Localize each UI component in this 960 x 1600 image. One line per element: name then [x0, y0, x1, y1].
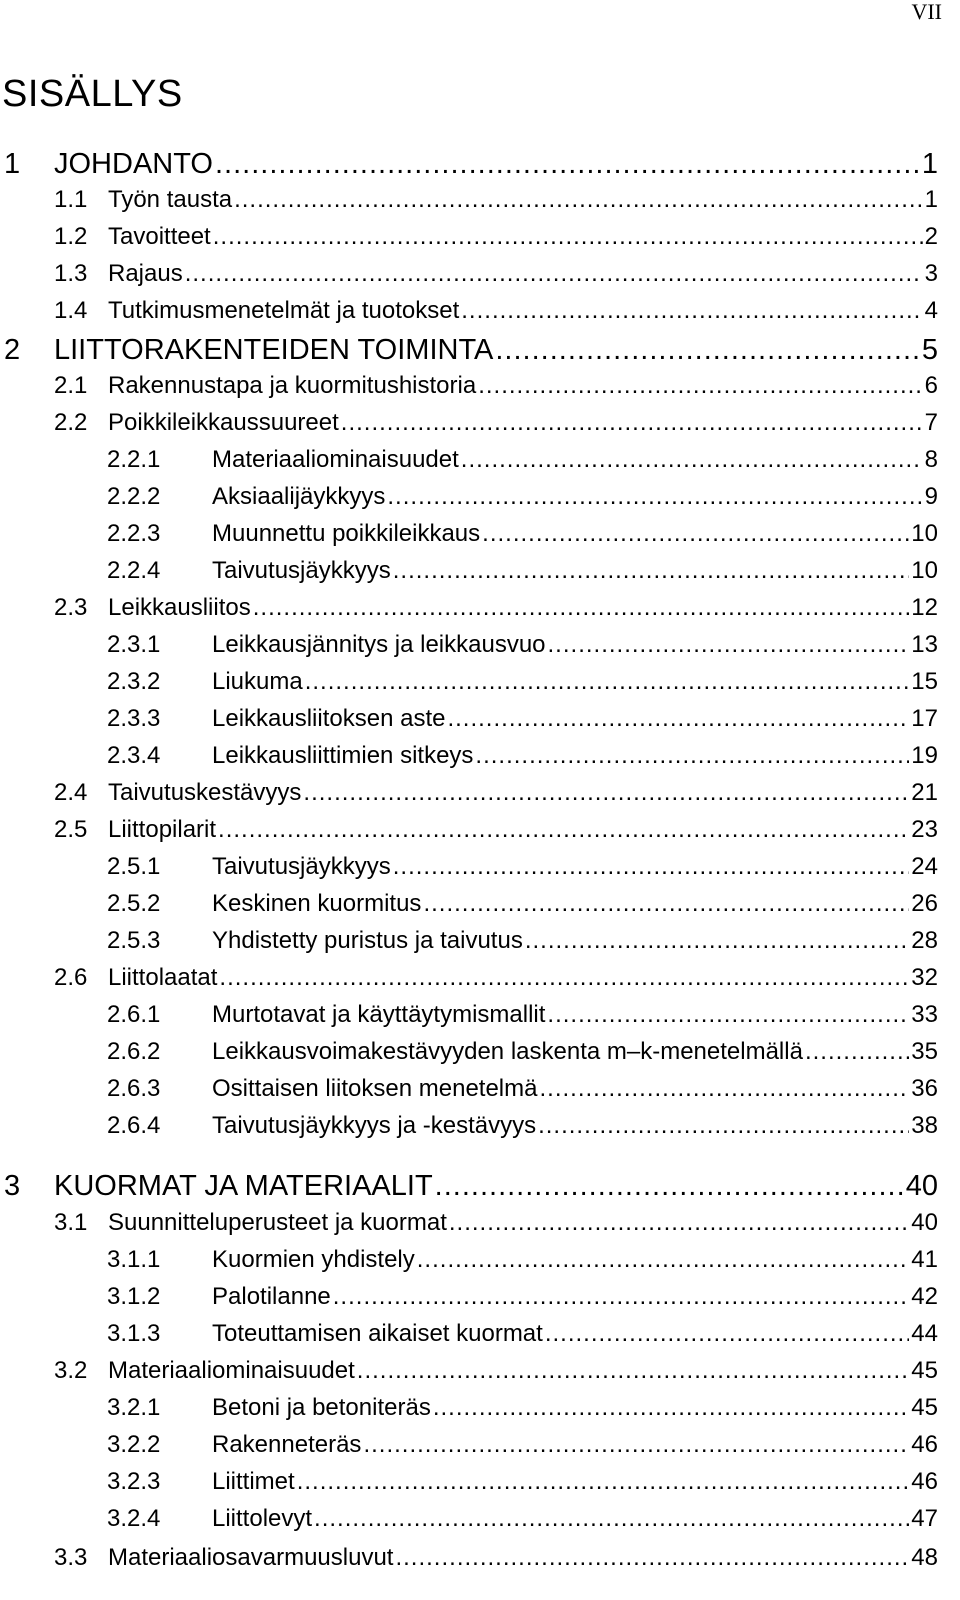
toc-entry-page: 42 — [911, 1283, 938, 1310]
toc-entry-label: Materiaaliosavarmuusluvut — [108, 1544, 394, 1571]
toc-dot-leader — [433, 1394, 909, 1422]
toc-dot-leader — [482, 520, 909, 548]
toc-entry[interactable] — [0, 1431, 938, 1459]
toc-entry[interactable] — [0, 372, 938, 400]
toc-entry-label: Liittimet — [212, 1468, 295, 1495]
toc-entry[interactable] — [0, 557, 938, 585]
toc-dot-leader — [805, 1038, 909, 1066]
toc-entry-number: 2.6.4 — [107, 1112, 161, 1139]
toc-entry[interactable] — [0, 186, 938, 214]
toc-entry-label: Leikkausliitoksen aste — [212, 705, 446, 732]
toc-entry-label: Poikkileikkaussuureet — [108, 409, 339, 436]
toc-entry-number: 2.2.4 — [107, 557, 161, 584]
toc-entry[interactable] — [0, 594, 938, 622]
toc-entry-label: Keskinen kuormitus — [212, 890, 422, 917]
toc-entry[interactable] — [0, 816, 938, 844]
toc-entry[interactable] — [0, 297, 938, 325]
toc-entry[interactable] — [0, 1246, 938, 1274]
toc-entry[interactable] — [0, 409, 938, 437]
toc-entry-number: 3.2 — [54, 1357, 88, 1384]
toc-entry-label: Osittaisen liitoksen menetelmä — [212, 1075, 538, 1102]
toc-entry-number: 3.1.1 — [107, 1246, 161, 1273]
toc-entry-page: 48 — [911, 1544, 938, 1571]
toc-entry[interactable] — [0, 260, 938, 288]
toc-entry-page: 46 — [911, 1431, 938, 1458]
toc-entry[interactable] — [0, 334, 938, 367]
toc-dot-leader — [539, 1075, 909, 1103]
toc-entry-number: 3.1.3 — [107, 1320, 161, 1347]
toc-dot-leader — [417, 1246, 910, 1274]
toc-entry-page: 8 — [924, 446, 938, 473]
toc-entry-number: 2.2.1 — [107, 446, 161, 473]
toc-entry[interactable] — [0, 223, 938, 251]
toc-entry-page: 1 — [924, 186, 938, 213]
toc-entry-number: 3.2.2 — [107, 1431, 161, 1458]
toc-entry-page: 45 — [911, 1357, 938, 1384]
toc-entry-label: Tavoitteet — [108, 223, 211, 250]
toc-entry-label: Rakenneteräs — [212, 1431, 362, 1458]
toc-dot-leader — [548, 631, 910, 659]
toc-entry-page: 6 — [924, 372, 938, 399]
toc-entry-label: Työn tausta — [108, 186, 233, 213]
toc-entry-label: Toteuttamisen aikaiset kuormat — [212, 1320, 543, 1347]
toc-entry-number: 2.1 — [54, 372, 88, 399]
toc-dot-leader — [341, 409, 923, 437]
toc-entry[interactable] — [0, 1001, 938, 1029]
toc-entry[interactable] — [0, 1283, 938, 1311]
toc-entry-page: 13 — [911, 631, 938, 658]
toc-entry-page: 4 — [924, 297, 938, 324]
toc-entry[interactable] — [0, 890, 938, 918]
toc-entry[interactable] — [0, 631, 938, 659]
toc-entry-number: 2.5.2 — [107, 890, 161, 917]
toc-dot-leader — [234, 186, 923, 214]
toc-dot-leader — [435, 1170, 904, 1203]
toc-entry-label: Taivutusjäykkyys — [212, 853, 391, 880]
toc-dot-leader — [333, 1283, 910, 1311]
toc-entry-label: Liittolaatat — [108, 964, 218, 991]
toc-entry-label: Muunnettu poikkileikkaus — [212, 520, 481, 547]
toc-entry[interactable] — [0, 520, 938, 548]
toc-entry-label: JOHDANTO — [54, 148, 213, 180]
toc-entry[interactable] — [0, 779, 938, 807]
toc-entry-label: Yhdistetty puristus ja taivutus — [212, 927, 523, 954]
toc-entry-page: 40 — [905, 1170, 938, 1202]
toc-entry-number: 3.2.1 — [107, 1394, 161, 1421]
toc-entry-label: Rajaus — [108, 260, 183, 287]
toc-entry[interactable] — [0, 148, 938, 181]
toc-entry[interactable] — [0, 1038, 938, 1066]
toc-entry-number: 1.4 — [54, 297, 88, 324]
toc-dot-leader — [253, 594, 910, 622]
toc-dot-leader — [215, 148, 920, 181]
toc-dot-leader — [525, 927, 909, 955]
toc-entry-page: 40 — [911, 1209, 938, 1236]
toc-entry-number: 2.6.2 — [107, 1038, 161, 1065]
toc-entry-page: 10 — [911, 520, 938, 547]
toc-entry-number: 2.3.3 — [107, 705, 161, 732]
toc-entry-number: 1 — [4, 148, 21, 180]
toc-entry[interactable] — [0, 1320, 938, 1348]
toc-entry-number: 2 — [4, 334, 21, 366]
toc-dot-leader — [363, 1431, 909, 1459]
toc-dot-leader — [305, 668, 910, 696]
toc-entry-label: Suunnitteluperusteet ja kuormat — [108, 1209, 447, 1236]
toc-dot-leader — [393, 557, 910, 585]
toc-entry-number: 3 — [4, 1170, 21, 1202]
toc-entry[interactable] — [0, 1075, 938, 1103]
toc-entry-number: 2.2.3 — [107, 520, 161, 547]
page-title: SISÄLLYS — [2, 73, 183, 115]
toc-entry[interactable] — [0, 927, 938, 955]
toc-entry-page: 47 — [911, 1505, 938, 1532]
toc-entry[interactable] — [0, 446, 938, 474]
toc-entry-page: 10 — [911, 557, 938, 584]
toc-entry[interactable] — [0, 1505, 938, 1533]
toc-dot-leader — [387, 483, 922, 511]
toc-entry[interactable] — [0, 1209, 938, 1237]
toc-entry-page: 2 — [924, 223, 938, 250]
toc-entry-number: 2.3.1 — [107, 631, 161, 658]
page-number: VII — [911, 0, 942, 24]
toc-entry-page: 38 — [911, 1112, 938, 1139]
toc-dot-leader — [303, 779, 909, 807]
toc-dot-leader — [218, 816, 909, 844]
toc-entry-page: 5 — [921, 334, 938, 366]
toc-entry-label: KUORMAT JA MATERIAALIT — [54, 1170, 433, 1202]
toc-entry-page: 19 — [911, 742, 938, 769]
toc-entry-label: Tutkimusmenetelmät ja tuotokset — [108, 297, 460, 324]
toc-entry-number: 2.2.2 — [107, 483, 161, 510]
toc-entry[interactable] — [0, 1544, 938, 1572]
toc-entry[interactable] — [0, 964, 938, 992]
toc-dot-leader — [495, 334, 919, 367]
toc-entry-number: 2.6 — [54, 964, 88, 991]
toc-entry-label: Murtotavat ja käyttäytymismallit — [212, 1001, 546, 1028]
toc-entry-number: 3.1 — [54, 1209, 88, 1236]
toc-entry-page: 7 — [924, 409, 938, 436]
toc-entry-page: 15 — [911, 668, 938, 695]
toc-entry[interactable] — [0, 1112, 938, 1140]
toc-dot-leader — [395, 1544, 909, 1572]
toc-entry-number: 3.3 — [54, 1544, 88, 1571]
toc-entry-label: Liittopilarit — [108, 816, 217, 843]
toc-dot-leader — [213, 223, 923, 251]
toc-entry-label: Liukuma — [212, 668, 303, 695]
toc-entry-label: Liittolevyt — [212, 1505, 313, 1532]
toc-entry[interactable] — [0, 1468, 938, 1496]
toc-entry-label: Palotilanne — [212, 1283, 331, 1310]
toc-entry-number: 2.3.4 — [107, 742, 161, 769]
toc-entry-label: Leikkausvoimakestävyyden laskenta m–k-menetelmällä — [212, 1038, 803, 1065]
toc-entry-page: 23 — [911, 816, 938, 843]
toc-entry-number: 1.2 — [54, 223, 88, 250]
toc-entry[interactable] — [0, 1357, 938, 1385]
toc-entry-page: 28 — [911, 927, 938, 954]
toc-dot-leader — [185, 260, 923, 288]
toc-entry-label: Taivutusjäykkyys — [212, 557, 391, 584]
toc-entry-number: 3.2.3 — [107, 1468, 161, 1495]
toc-entry-page: 35 — [911, 1038, 938, 1065]
toc-entry-page: 26 — [911, 890, 938, 917]
toc-entry-label: Materiaaliominaisuudet — [212, 446, 459, 473]
toc-entry-number: 3.1.2 — [107, 1283, 161, 1310]
toc-entry-label: Taivutuskestävyys — [108, 779, 302, 806]
toc-entry-page: 36 — [911, 1075, 938, 1102]
toc-entry-label: Aksiaalijäykkyys — [212, 483, 386, 510]
toc-dot-leader — [545, 1320, 909, 1348]
toc-entry[interactable] — [0, 742, 938, 770]
toc-entry-page: 41 — [911, 1246, 938, 1273]
toc-entry-number: 3.2.4 — [107, 1505, 161, 1532]
toc-entry-page: 1 — [921, 148, 938, 180]
toc-entry-page: 45 — [911, 1394, 938, 1421]
toc-dot-leader — [314, 1505, 909, 1533]
toc-entry[interactable] — [0, 853, 938, 881]
toc-entry-page: 33 — [911, 1001, 938, 1028]
toc-dot-leader — [449, 1209, 909, 1237]
toc-dot-leader — [219, 964, 909, 992]
toc-entry-page: 46 — [911, 1468, 938, 1495]
toc-entry-label: Kuormien yhdistely — [212, 1246, 415, 1273]
toc-entry-label: Leikkausliittimien sitkeys — [212, 742, 474, 769]
toc-entry-number: 2.6.1 — [107, 1001, 161, 1028]
toc-dot-leader — [357, 1357, 910, 1385]
toc-entry[interactable] — [0, 705, 938, 733]
toc-entry-number: 2.4 — [54, 779, 88, 806]
toc-entry-number: 2.5.3 — [107, 927, 161, 954]
toc-entry-page: 17 — [911, 705, 938, 732]
toc-entry-label: Betoni ja betoniteräs — [212, 1394, 431, 1421]
toc-dot-leader — [475, 742, 909, 770]
toc-entry-number: 2.5.1 — [107, 853, 161, 880]
toc-entry-page: 24 — [911, 853, 938, 880]
toc-entry-number: 2.2 — [54, 409, 88, 436]
toc-entry-page: 9 — [924, 483, 938, 510]
toc-entry-label: Leikkausjännitys ja leikkausvuo — [212, 631, 546, 658]
toc-entry-number: 2.5 — [54, 816, 88, 843]
toc-entry-number: 1.3 — [54, 260, 88, 287]
toc-dot-leader — [538, 1112, 909, 1140]
toc-entry-number: 2.3 — [54, 594, 88, 621]
toc-entry[interactable] — [0, 1394, 938, 1422]
toc-dot-leader — [447, 705, 909, 733]
toc-entry-page: 21 — [911, 779, 938, 806]
toc-entry-label: LIITTORAKENTEIDEN TOIMINTA — [54, 334, 494, 366]
toc-entry[interactable] — [0, 668, 938, 696]
toc-entry[interactable] — [0, 483, 938, 511]
toc-dot-leader — [423, 890, 909, 918]
toc-entry-label: Leikkausliitos — [108, 594, 251, 621]
toc-entry-number: 2.6.3 — [107, 1075, 161, 1102]
toc-dot-leader — [297, 1468, 910, 1496]
toc-entry-label: Taivutusjäykkyys ja -kestävyys — [212, 1112, 537, 1139]
toc-dot-leader — [393, 853, 910, 881]
toc-dot-leader — [461, 297, 922, 325]
toc-entry-label: Materiaaliominaisuudet — [108, 1357, 355, 1384]
toc-entry-page: 3 — [924, 260, 938, 287]
toc-entry-page: 44 — [911, 1320, 938, 1347]
toc-dot-leader — [547, 1001, 909, 1029]
toc-dot-leader — [461, 446, 923, 474]
toc-entry-page: 12 — [911, 594, 938, 621]
toc-entry-number: 2.3.2 — [107, 668, 161, 695]
toc-entry-number: 1.1 — [54, 186, 88, 213]
toc-entry-label: Rakennustapa ja kuormitushistoria — [108, 372, 477, 399]
toc-entry[interactable] — [0, 1170, 938, 1203]
toc-dot-leader — [478, 372, 922, 400]
toc-entry-page: 32 — [911, 964, 938, 991]
